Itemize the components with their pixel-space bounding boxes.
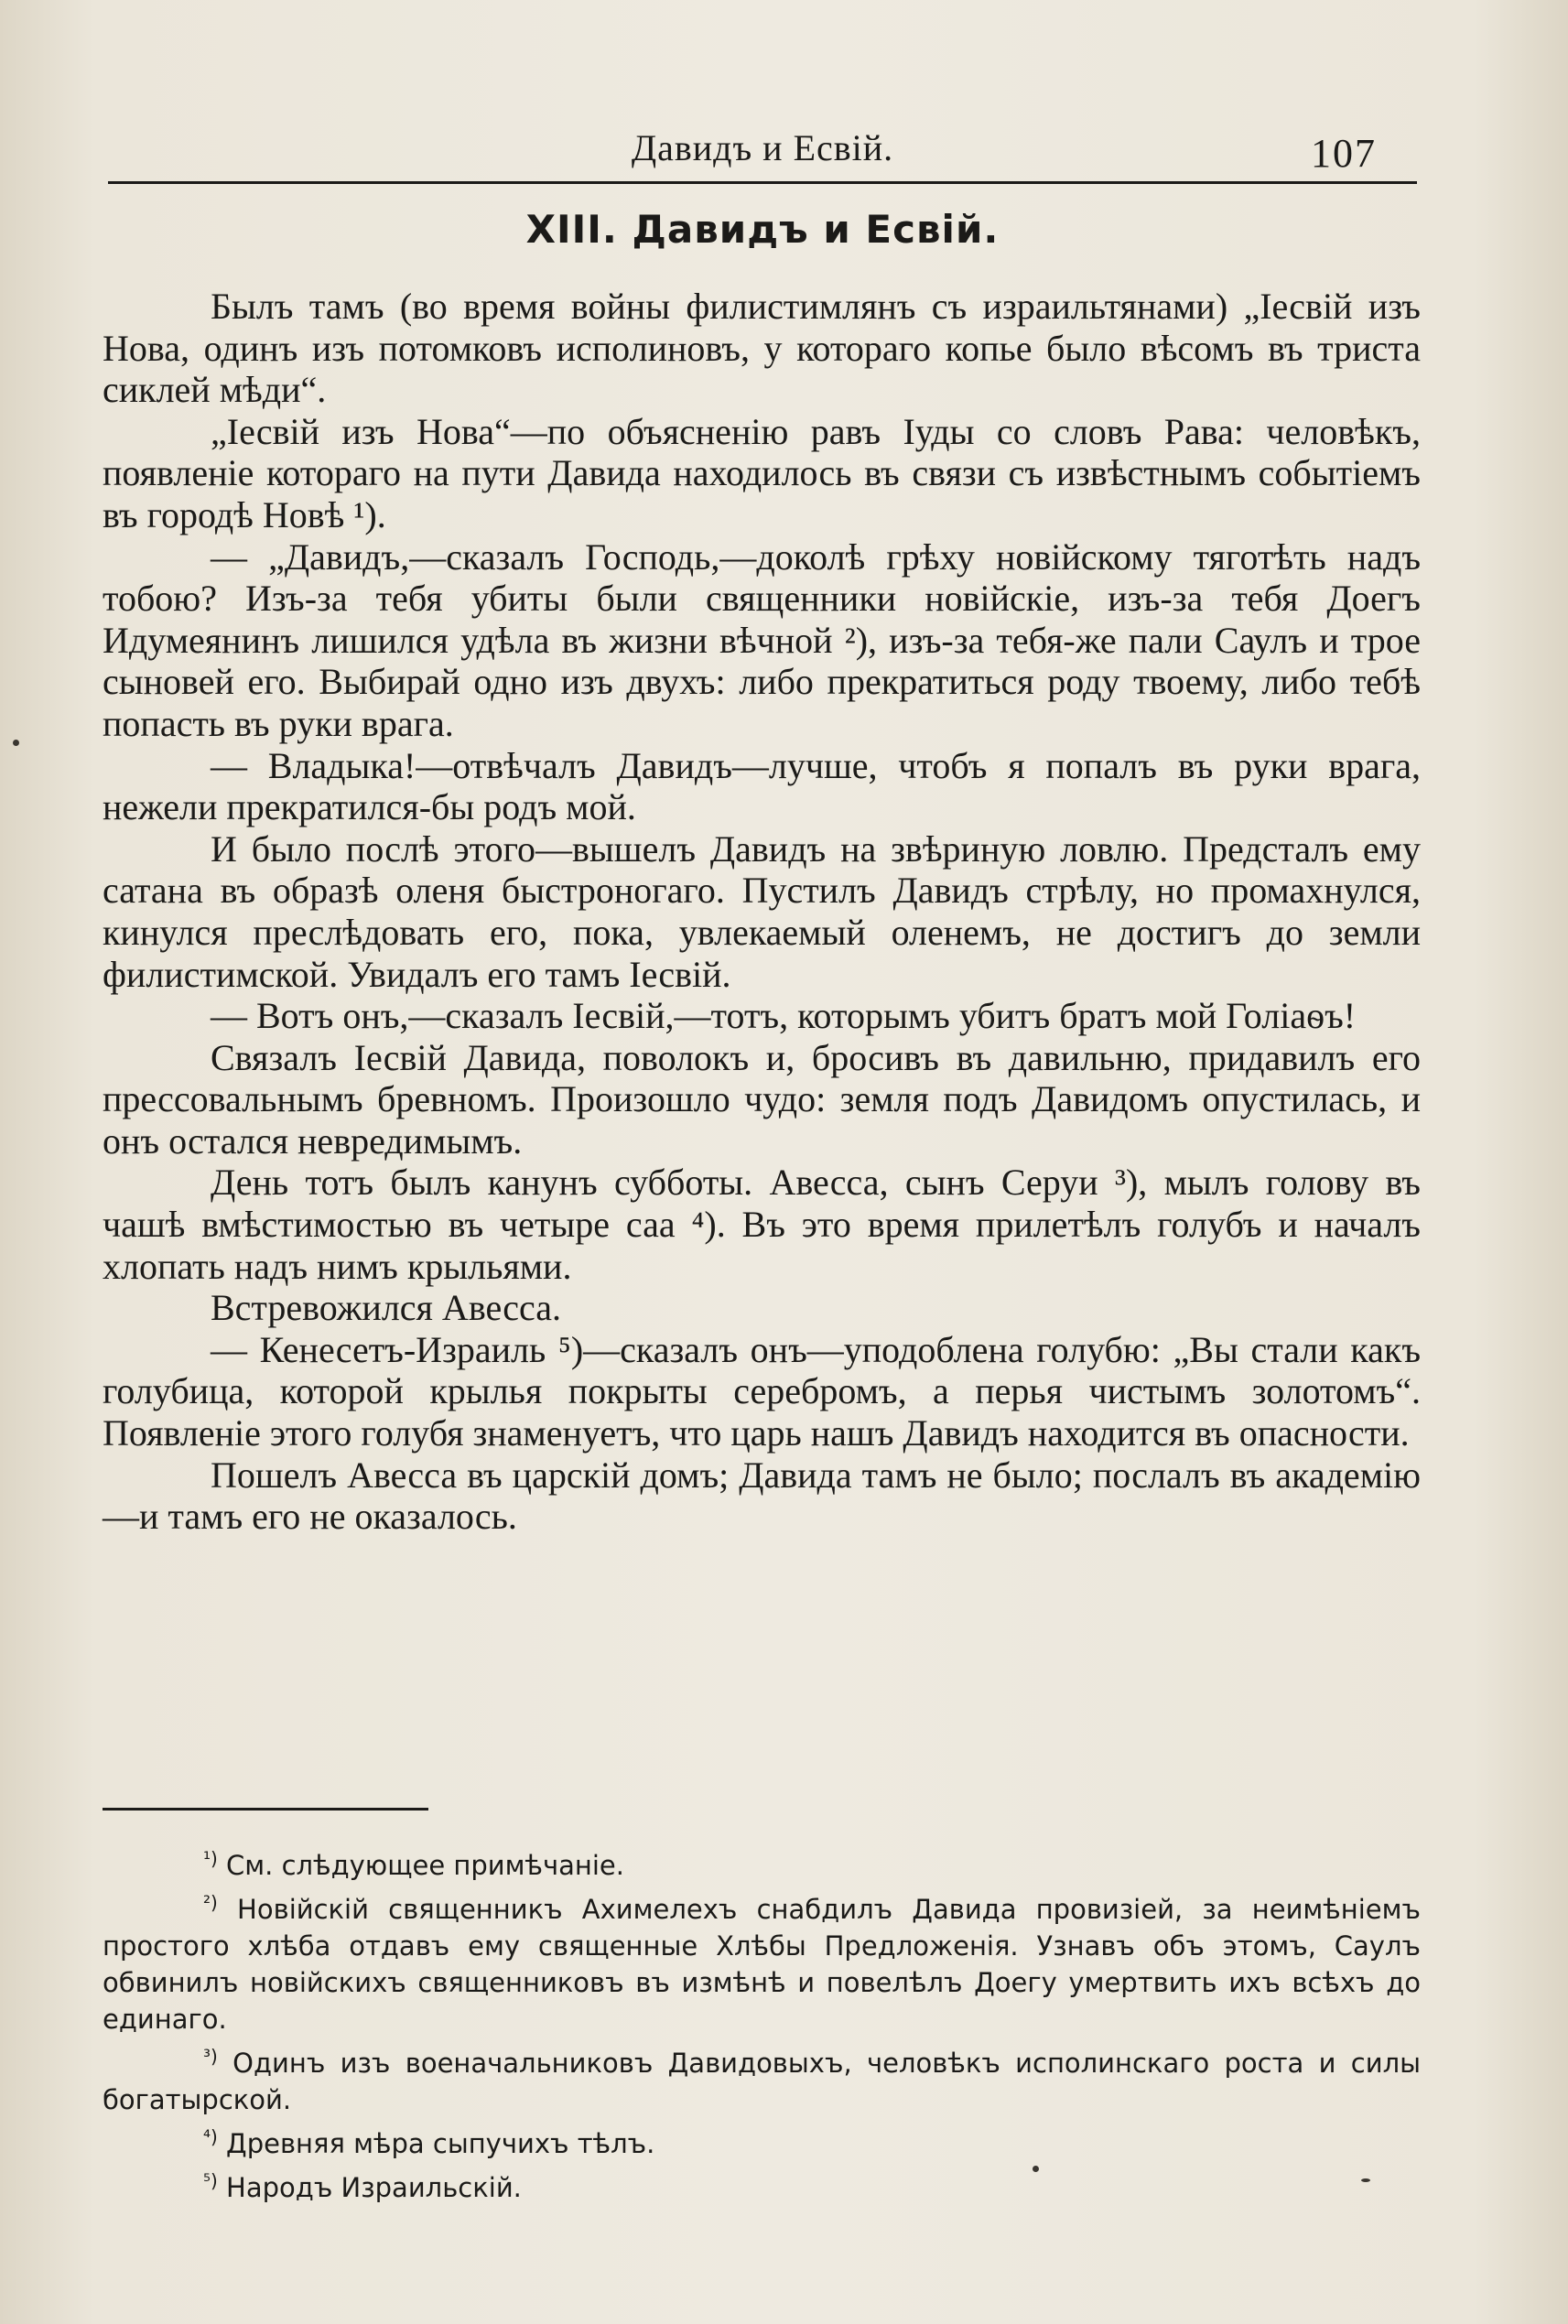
footnote xyxy=(103,1891,1421,2038)
paragraph: — Владыка!—отвѣчалъ Давидъ—лучше, чтобъ я попалъ въ руки врага, нежели прекратился-бы родъ мой. xyxy=(103,744,1421,828)
footnote-mark: ⁵) xyxy=(203,2169,218,2192)
footnote xyxy=(103,2125,1421,2162)
paragraph: И было послѣ этого—вышелъ Давидъ на звѣриную ловлю. Предсталъ ему сатана въ образѣ оленя быстроногаго. Пустилъ Давидъ стрѣлу, но промахнулся, кинулся преслѣдовать его, пока, увлекаемый оленемъ, не достигъ до земли филистимской. Увидалъ его тамъ Іесвій. xyxy=(103,827,1421,995)
body-text xyxy=(103,286,1421,1538)
paper-speck xyxy=(13,740,19,746)
chapter-title: XIII. Давидъ и Есвій. xyxy=(525,207,1000,252)
footnote-mark: ³) xyxy=(203,2045,218,2068)
running-title: Давидъ и Есвій. xyxy=(631,127,894,168)
footnote xyxy=(103,1847,1421,1884)
paper-speck xyxy=(1361,2178,1370,2182)
paragraph: Былъ тамъ (во время войны филистимлянъ съ израильтянами) „Іесвій изъ Нова, одинъ изъ потомковъ исполиновъ, у котораго копье было вѣсомъ въ триста сиклей мѣди“. xyxy=(103,286,1421,411)
footnote-text: Народъ Израильскій. xyxy=(226,2172,522,2203)
running-head xyxy=(108,117,1417,176)
footnotes xyxy=(103,1847,1421,2213)
paragraph: „Іесвій изъ Нова“—по объясненію равъ Іуды со словъ Рава: человѣкъ, появленіе котораго на пути Давида находилось въ связи съ извѣстнымъ событіемъ въ городѣ Новѣ ¹). xyxy=(103,410,1421,535)
footnote-text: См. слѣдующее примѣчаніе. xyxy=(226,1850,624,1881)
page-number: 107 xyxy=(1311,131,1377,176)
footnote-mark: ⁴) xyxy=(203,2125,218,2148)
footnote xyxy=(103,2169,1421,2206)
paragraph: — Вотъ онъ,—сказалъ Іесвій,—тотъ, которымъ убитъ братъ мой Голіаѳъ! xyxy=(211,995,1357,1037)
footnote-mark: ¹) xyxy=(203,1847,218,1870)
paragraph: — Кенесетъ-Израиль ⁵)—сказалъ онъ—уподоблена голубю: „Вы стали какъ голубица, которой крылья покрыты серебромъ, а перья чистымъ золотомъ“. Появленіе этого голубя знаменуетъ, что царь нашъ Давидъ находится въ опасности. xyxy=(103,1328,1421,1454)
paragraph: Пошелъ Авесса въ царскій домъ; Давида тамъ не было; послалъ въ академію—и тамъ его не оказалось. xyxy=(103,1454,1421,1538)
paragraph: Встревожился Авесса. xyxy=(211,1287,561,1329)
footnote-mark: ²) xyxy=(203,1891,218,1914)
paragraph: Связалъ Іесвій Давида, поволокъ и, бросивъ въ давильню, придавилъ его прессовальнымъ бревномъ. Произошло чудо: земля подъ Давидомъ опустилась, и онъ остался невредимымъ. xyxy=(103,1036,1421,1162)
footnote xyxy=(103,2045,1421,2118)
paragraph: — „Давидъ,—сказалъ Господь,—доколѣ грѣху новійскому тяготѣть надъ тобою? Изъ-за тебя убиты были священники новійскіе, изъ-за тебя Доегъ Идумеянинъ лишился удѣла въ жизни вѣчной ²), изъ-за тебя-же пали Саулъ и трое сыновей его. Выбирай одно изъ двухъ: либо прекратиться роду твоему, либо тебѣ попасть въ руки врага. xyxy=(103,535,1421,744)
footnote-text: Древняя мѣра сыпучихъ тѣлъ. xyxy=(226,2128,655,2159)
footnote-text: Одинъ изъ военачальниковъ Давидовыхъ, человѣкъ исполинскаго роста и силы богатырской. xyxy=(103,2048,1421,2115)
footnote-rule xyxy=(103,1808,428,1811)
header-rule xyxy=(108,181,1417,184)
paragraph: День тотъ былъ канунъ субботы. Авесса, сынъ Серуи ³), мылъ голову въ чашѣ вмѣстимостью въ четыре саа ⁴). Въ это время прилетѣлъ голубъ и началъ хлопать надъ нимъ крыльями. xyxy=(103,1162,1421,1287)
paper-speck xyxy=(1033,2166,1039,2172)
footnote-text: Новійскій священникъ Ахимелехъ снабдилъ Давида провизіей, за неимѣніемъ простого хлѣба отдавъ ему священные Хлѣбы Предложенія. Узнавъ объ этомъ, Саулъ обвинилъ новійскихъ священниковъ въ измѣнѣ и повелѣлъ Доегу умертвить ихъ всѣхъ до единаго. xyxy=(103,1894,1421,2035)
